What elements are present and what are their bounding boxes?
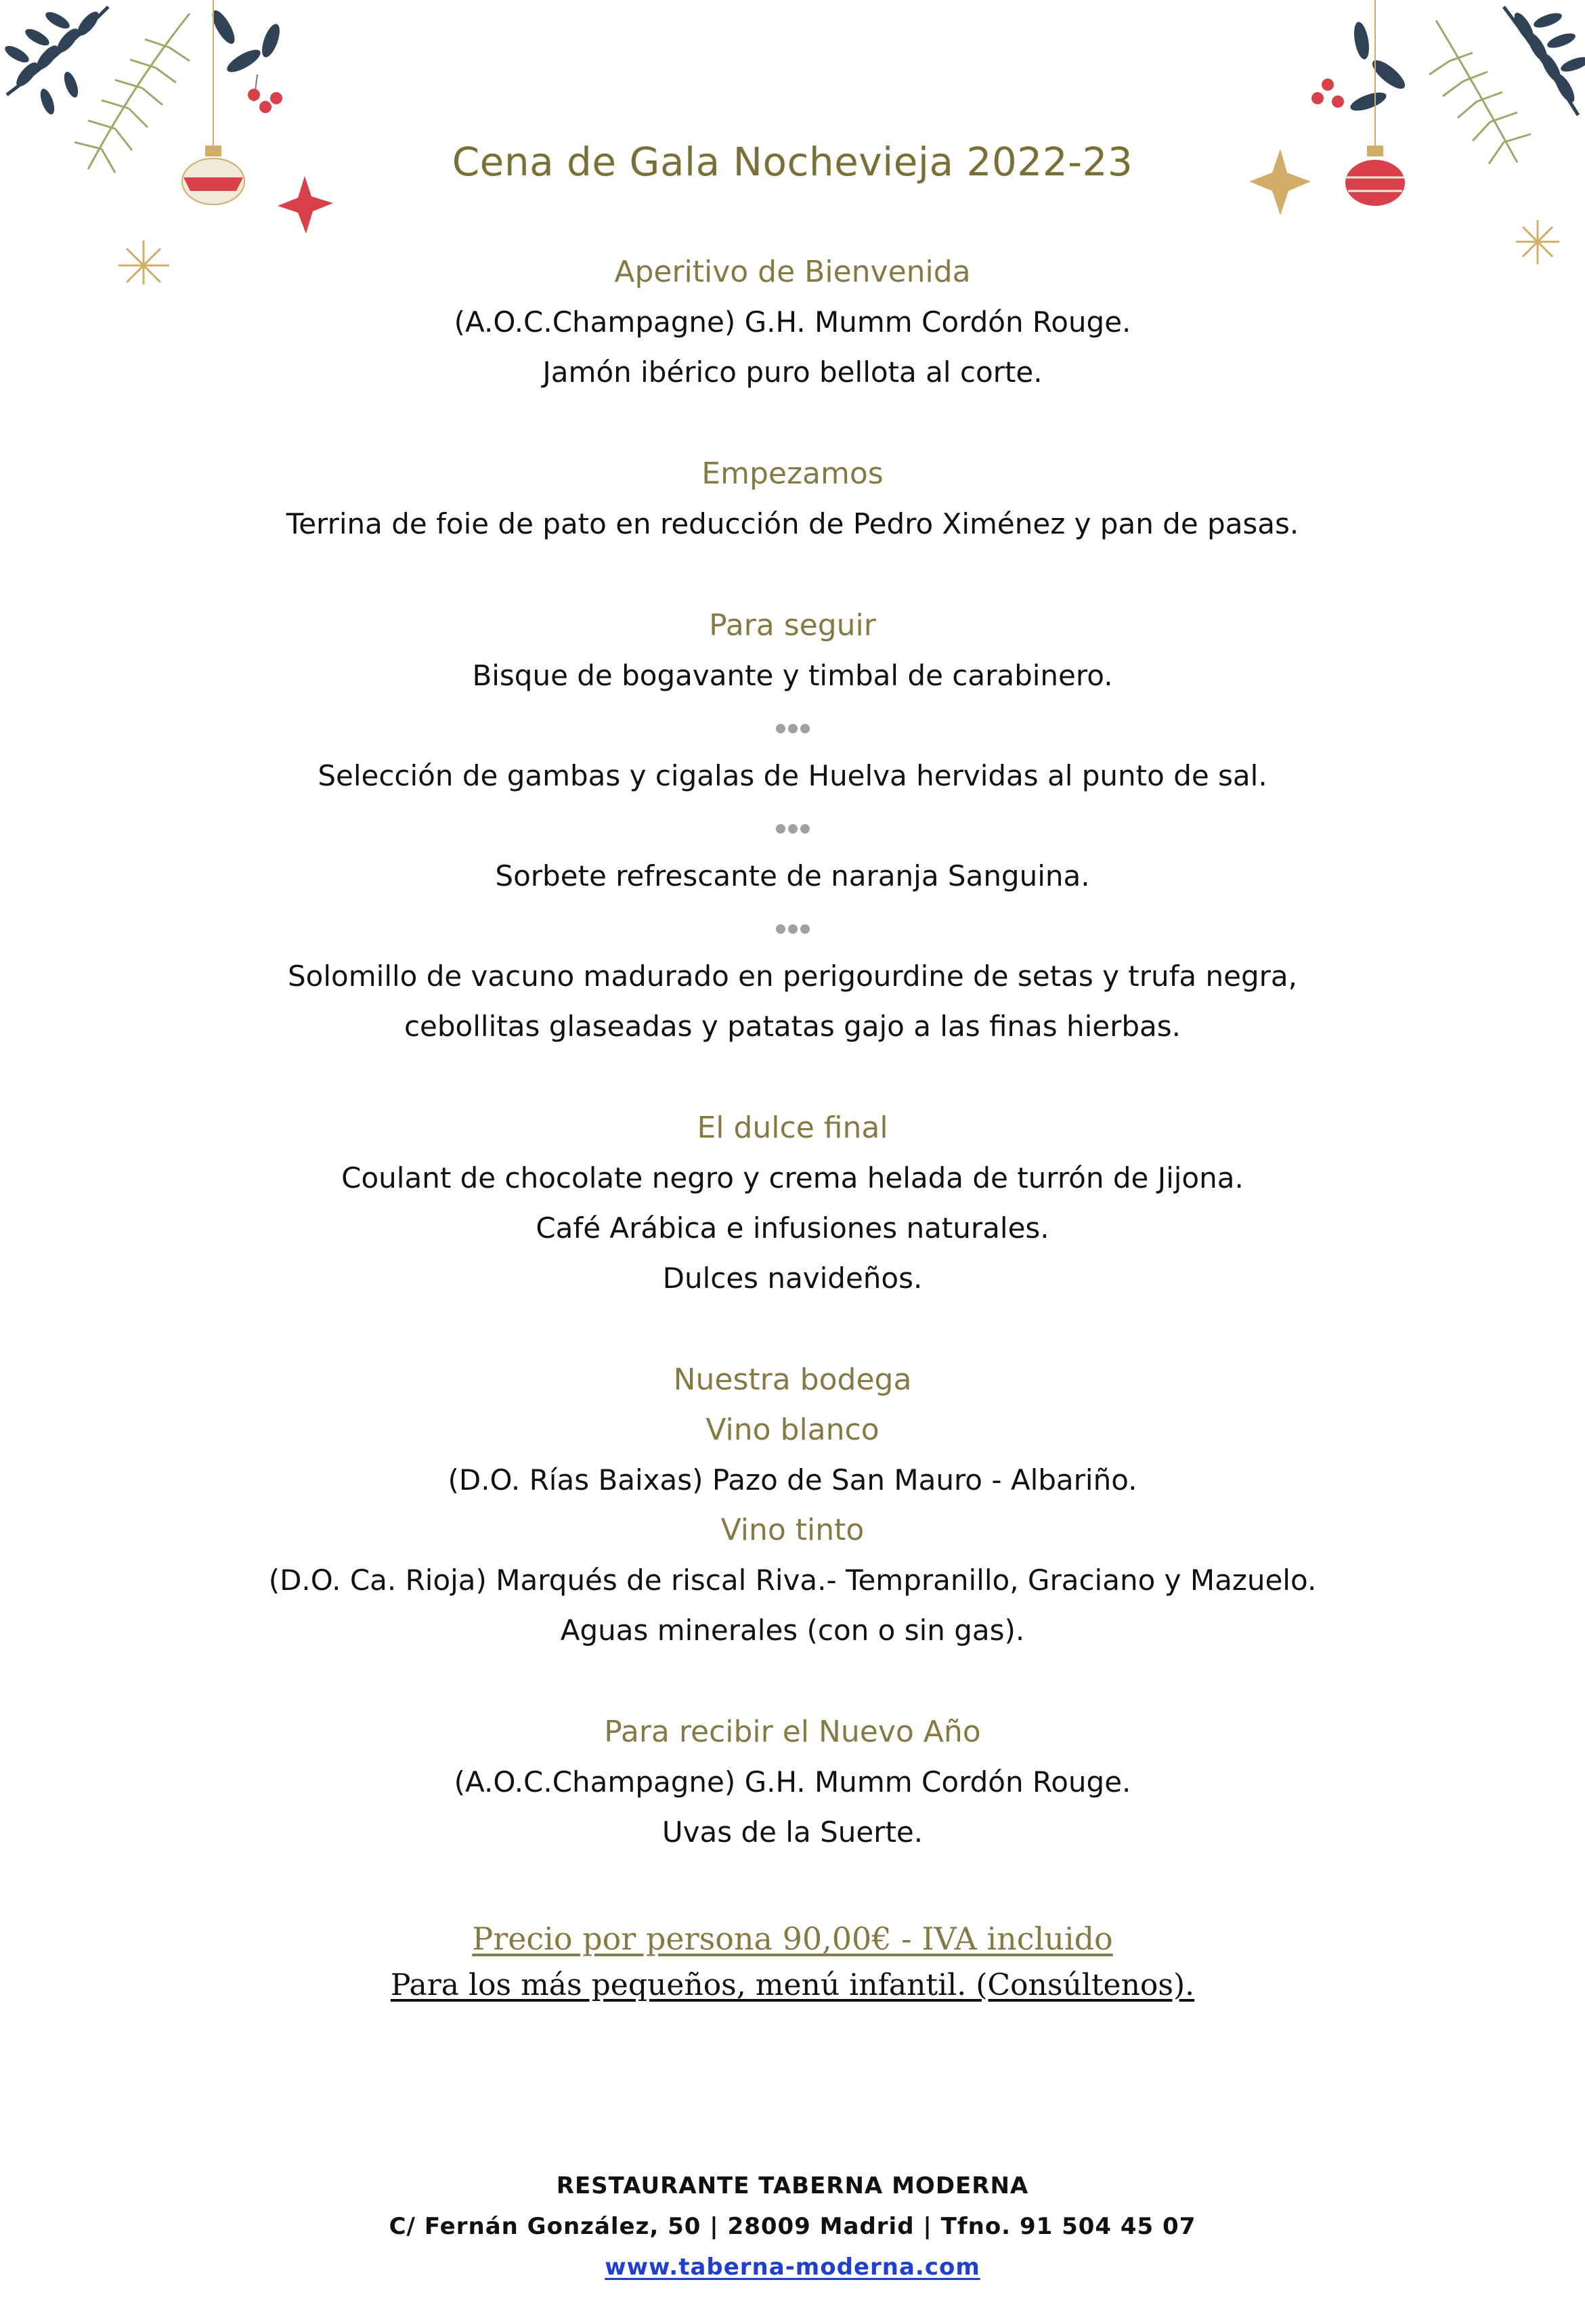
menu-item: Terrina de foie de pato en reducción de Pedro Ximénez y pan de pasas. xyxy=(286,507,1299,540)
menu-item: Sorbete refrescante de naranja Sanguina. xyxy=(495,859,1090,892)
menu-item: Jamón ibérico puro bellota al corte. xyxy=(542,356,1043,389)
subheading-vino-tinto: Vino tinto xyxy=(720,1513,865,1547)
dots-separator xyxy=(0,823,1585,836)
subheading-vino-blanco: Vino blanco xyxy=(705,1413,880,1447)
footer-restaurant-name: RESTAURANTE TABERNA MODERNA xyxy=(556,2172,1029,2199)
menu-item: Dulces navideños. xyxy=(662,1262,923,1295)
kids-menu-note: Para los más pequeños, menú infantil. (Consúltenos). xyxy=(390,1968,1195,2002)
footer-address: C/ Fernán González, 50 | 28009 Madrid | Tfno. 91 504 45 07 xyxy=(389,2213,1196,2240)
price-per-person: Precio por persona 90,00€ - IVA incluido xyxy=(472,1920,1113,1957)
menu-item: cebollitas glaseadas y patatas gajo a las finas hierbas. xyxy=(404,1010,1181,1043)
menu-item: Coulant de chocolate negro y crema helada de turrón de Jijona. xyxy=(341,1161,1244,1195)
menu-item: (D.O. Ca. Rioja) Marqués de riscal Riva.- Tempranillo, Graciano y Mazuelo. xyxy=(268,1564,1317,1597)
navy-leaves-left-icon xyxy=(1348,21,1409,114)
section-heading-aperitivo: Aperitivo de Bienvenida xyxy=(614,255,971,289)
section-heading-dulce-final: El dulce final xyxy=(697,1111,888,1145)
menu-item: Café Arábica e infusiones naturales. xyxy=(536,1211,1049,1245)
red-berries-icon xyxy=(1311,79,1344,108)
dots-separator xyxy=(0,723,1585,736)
section-heading-bodega: Nuestra bodega xyxy=(673,1362,912,1397)
section-heading-empezamos: Empezamos xyxy=(701,456,884,491)
menu-item: Uvas de la Suerte. xyxy=(661,1815,924,1849)
menu-item: (A.O.C.Champagne) G.H. Mumm Cordón Rouge. xyxy=(454,305,1131,339)
menu-item: (A.O.C.Champagne) G.H. Mumm Cordón Rouge. xyxy=(454,1765,1131,1799)
section-heading-para-seguir: Para seguir xyxy=(709,608,876,643)
menu-item: (D.O. Rías Baixas) Pazo de San Mauro - Albariño. xyxy=(448,1463,1137,1497)
dots-separator xyxy=(0,924,1585,937)
section-heading-nuevo-ano: Para recibir el Nuevo Año xyxy=(604,1715,981,1749)
menu-item: Selección de gambas y cigalas de Huelva hervidas al punto de sal. xyxy=(318,759,1267,792)
red-berries-icon xyxy=(248,74,282,113)
menu-item: Solomillo de vacuno madurado en perigourdine de setas y trufa negra, xyxy=(288,960,1297,993)
footer-website-row xyxy=(0,2254,1585,2281)
navy-leaves-right-icon xyxy=(208,7,283,77)
website-link[interactable]: www.taberna-moderna.com xyxy=(605,2254,980,2281)
menu-item: Bisque de bogavante y timbal de carabinero. xyxy=(472,659,1113,692)
menu-item: Aguas minerales (con o sin gas). xyxy=(560,1614,1025,1647)
page-title: Cena de Gala Nochevieja 2022-23 xyxy=(452,139,1133,185)
